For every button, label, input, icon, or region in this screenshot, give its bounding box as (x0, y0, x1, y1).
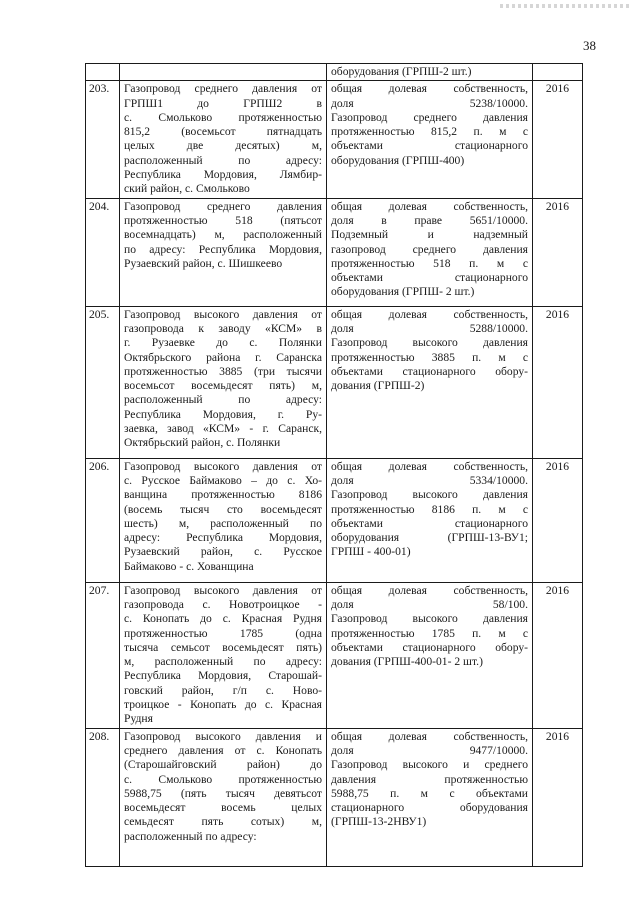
right-description-line: Газопровод высокого давления (331, 612, 528, 626)
right-description-line: Газопровод среднего давления (331, 110, 528, 124)
object-description-line: Газопровод высокого давления и (124, 729, 322, 743)
table-row (86, 728, 583, 866)
table-row (86, 198, 583, 306)
right-description-line: Газопровод высокого давления (331, 488, 528, 502)
object-description-line: протяженностью 518 (пятьсот (124, 213, 322, 227)
scan-artifact (500, 4, 630, 8)
row-number: 205. (86, 306, 120, 458)
table-row (86, 81, 583, 198)
object-description-line: адресу: Республика Мордовия, (124, 531, 322, 545)
object-description-line: восемьсот восемьдесят пять) м, (124, 379, 322, 393)
right-description (327, 81, 533, 198)
right-description-line: протяженностью 3885 п. м с (331, 350, 528, 364)
object-description (120, 81, 327, 198)
right-description-line: протяженностью 518 п. м с (331, 256, 528, 270)
object-description-line: троицкое - Конопать до с. Красная (124, 698, 322, 712)
registration-year: 2016 (533, 81, 583, 198)
object-description-line: Газопровод среднего давления (124, 199, 322, 213)
object-description-line: Республика Мордовия, Старошай- (124, 669, 322, 683)
registration-year: 2016 (533, 306, 583, 458)
right-description-line: газопровод среднего давления (331, 242, 528, 256)
right-description-line: дования (ГРПШ-400-01- 2 шт.) (331, 655, 483, 669)
object-description-line: заевка, завод «КСМ» - г. Саранск, (124, 422, 322, 436)
right-description-line: объектами стационарного (331, 139, 528, 153)
right-description-line: доля в праве 5651/10000. (331, 213, 528, 227)
registration-year: 2016 (533, 458, 583, 582)
object-description-line: с. Конопать до с. Красная Рудня (124, 612, 322, 626)
table-row (86, 64, 583, 81)
object-description-line: Рудня (124, 712, 153, 726)
object-description-line: Октябрьского района г. Саранска (124, 350, 322, 364)
right-description-line: 5988,75 п. м с объектами (331, 786, 528, 800)
object-description-line: (восемь тысяч сто восемьдесят (124, 502, 322, 516)
row-number (86, 64, 120, 81)
right-description-line: протяженностью 8186 п. м с (331, 502, 528, 516)
right-description-line: Газопровод высокого давления (331, 336, 528, 350)
page-number: 38 (583, 38, 596, 53)
object-description-line: целых две десятых) м, (124, 139, 322, 153)
object-description-line: Газопровод высокого давления от (124, 307, 322, 321)
object-description-line: расположенный по адресу: (124, 153, 322, 167)
right-description-line: оборудования (ГРПШ-400) (331, 153, 465, 167)
object-description-line: восемьдесят восемь целых (124, 801, 322, 815)
object-description-line: (Старошайговский район) до (124, 758, 322, 772)
right-description-line: общая долевая собственность, (331, 199, 528, 213)
object-description-line: с. Русское Баймаково – до с. Хо- (124, 473, 322, 487)
right-description-line: общая долевая собственность, (331, 307, 528, 321)
registration-year: 2016 (533, 582, 583, 728)
right-description-line: дования (ГРПШ-2) (331, 379, 425, 393)
object-description-line: ванщина протяженностью 8186 (124, 488, 322, 502)
right-description-line: ГРПШ - 400-01) (331, 545, 411, 559)
right-description-line: общая долевая собственность, (331, 82, 528, 96)
table-row (86, 582, 583, 728)
object-description-line: 5988,75 (пять тысяч девятьсот (124, 786, 322, 800)
object-description (120, 458, 327, 582)
right-description-line: объектами стационарного обору- (331, 364, 528, 378)
table-row (86, 306, 583, 458)
right-description-line: доля 5238/10000. (331, 96, 528, 110)
right-description (327, 198, 533, 306)
object-description-line: протяженностью 1785 (одна (124, 626, 322, 640)
object-description-line: Октябрьский район, с. Полянки (124, 436, 281, 450)
object-description-line: м, расположенный по адресу: (124, 655, 322, 669)
object-description-line: ский район, с. Смольково (124, 182, 250, 196)
right-description-line: общая долевая собственность, (331, 729, 528, 743)
object-description-line: 815,2 (восемьсот пятнадцать (124, 125, 322, 139)
right-description-line: оборудования (ГРПШ- 2 шт.) (331, 285, 475, 299)
object-description-line: шесть) м, расположенный по (124, 516, 322, 530)
registration-year (533, 64, 583, 81)
object-description-line: тысяча семьсот восемьдесят пять) (124, 640, 322, 654)
object-description (120, 198, 327, 306)
right-description-line: объектами стационарного (331, 271, 528, 285)
object-description-line: газопровода с. Новотроицкое - (124, 597, 322, 611)
object-description-line: расположенный по адресу: (124, 393, 322, 407)
object-description-line: Газопровод среднего давления от (124, 82, 322, 96)
object-description-line: Рузаевский район, с. Русское (124, 545, 322, 559)
object-description-line: по адресу: Республика Мордовия, (124, 242, 322, 256)
registration-year: 2016 (533, 198, 583, 306)
registration-year: 2016 (533, 728, 583, 866)
row-number: 207. (86, 582, 120, 728)
object-description-line: газопровода к заводу «КСМ» в (124, 321, 322, 335)
object-description-line: восемнадцать) м, расположенный (124, 228, 322, 242)
right-description-line: протяженностью 815,2 п. м с (331, 125, 528, 139)
right-description-line: стационарного оборудования (331, 801, 528, 815)
object-description (120, 582, 327, 728)
row-number: 206. (86, 458, 120, 582)
right-description-line: давления протяженностью (331, 772, 528, 786)
table-body (86, 64, 583, 867)
object-description (120, 306, 327, 458)
object-description-line: с. Смольково протяженностью (124, 110, 322, 124)
right-description-line: общая долевая собственность, (331, 459, 528, 473)
object-description-line: Рузаевский район, с. Шишкеево (124, 256, 283, 270)
object-description-line: г. Рузаевке до с. Полянки (124, 336, 322, 350)
right-description-line: оборудования (ГРПШ-2 шт.) (331, 65, 472, 78)
row-number: 204. (86, 198, 120, 306)
object-description (120, 728, 327, 866)
table-row (86, 458, 583, 582)
right-description (327, 306, 533, 458)
object-description (120, 64, 327, 81)
object-description-line: Республика Мордовия, Лямбир- (124, 168, 322, 182)
object-description-line: среднего давления от с. Конопать (124, 743, 322, 757)
right-description-line: протяженностью 1785 п. м с (331, 626, 528, 640)
row-number: 208. (86, 728, 120, 866)
right-description-line: доля 5334/10000. (331, 473, 528, 487)
right-description-line: общая долевая собственность, (331, 583, 528, 597)
object-description-line: ГРПШ1 до ГРПШ2 в (124, 96, 322, 110)
right-description-line: объектами стационарного (331, 516, 528, 530)
right-description-line: доля 5288/10000. (331, 321, 528, 335)
right-description (327, 582, 533, 728)
object-description-line: расположенный по адресу: (124, 829, 257, 843)
object-description-line: говский район, г/п с. Ново- (124, 683, 322, 697)
property-register-table (85, 63, 583, 867)
object-description-line: Газопровод высокого давления от (124, 583, 322, 597)
right-description-line: доля 9477/10000. (331, 743, 528, 757)
object-description-line: протяженностью 3885 (три тысячи (124, 364, 322, 378)
right-description (327, 728, 533, 866)
object-description-line: семьдесят пять сотых) м, (124, 815, 322, 829)
object-description-line: Баймаково - с. Хованщина (124, 559, 254, 573)
right-description-line: Газопровод высокого и среднего (331, 758, 528, 772)
right-description-line: доля 58/100. (331, 597, 528, 611)
object-description-line: Газопровод высокого давления от (124, 459, 322, 473)
right-description-line: объектами стационарного обору- (331, 640, 528, 654)
object-description-line: Республика Мордовия, г. Ру- (124, 407, 322, 421)
right-description (327, 64, 533, 81)
right-description-line: Подземный и надземный (331, 228, 528, 242)
right-description-line: оборудования (ГРПШ-13-ВУ1; (331, 531, 528, 545)
right-description (327, 458, 533, 582)
right-description-line: (ГРПШ-13-2НВУ1) (331, 815, 427, 829)
object-description-line: с. Смольково протяженностью (124, 772, 322, 786)
row-number: 203. (86, 81, 120, 198)
